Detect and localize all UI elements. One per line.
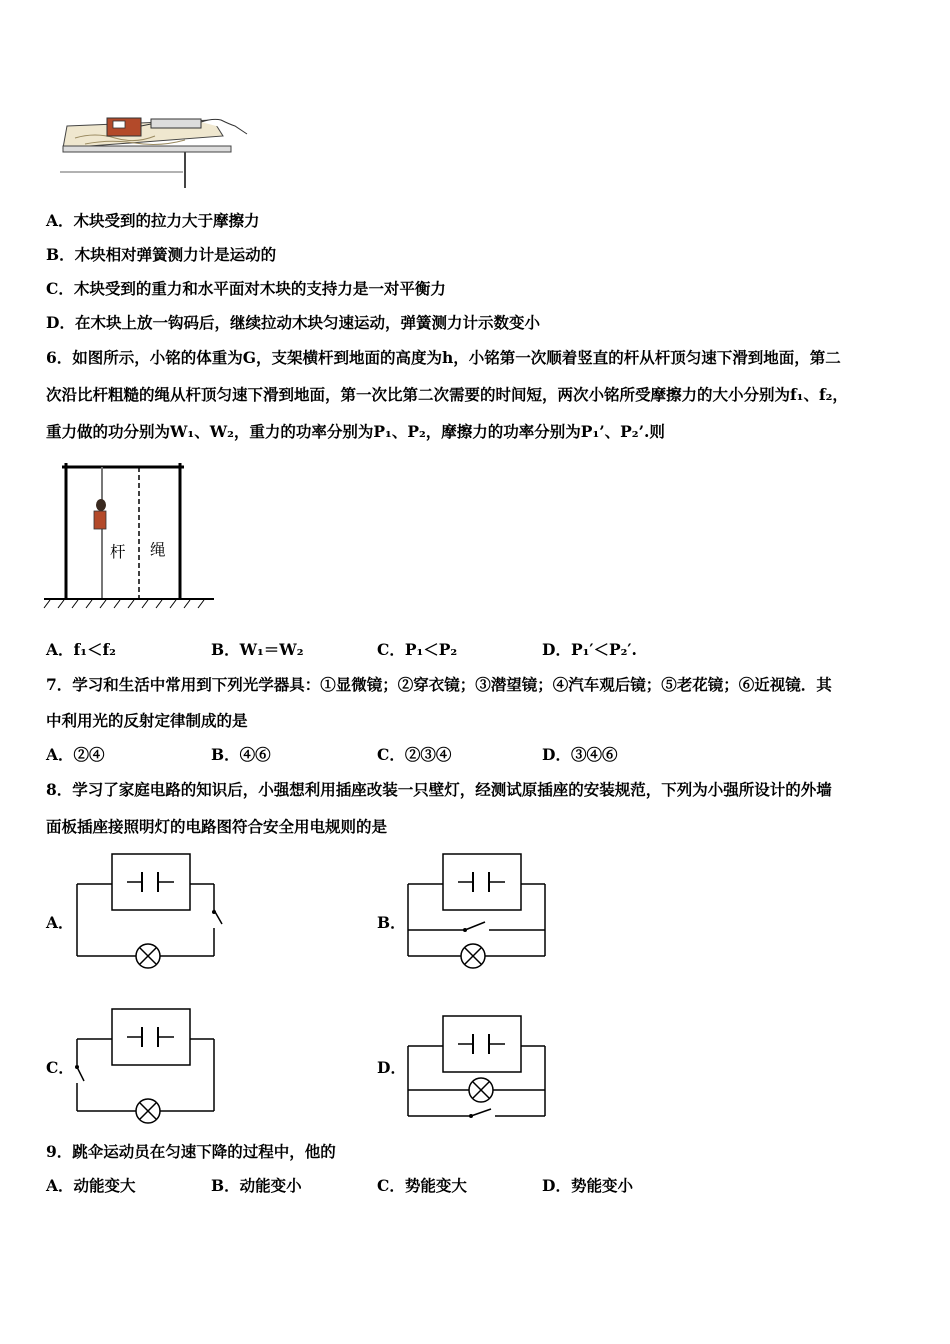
pole-label: 杆 [110, 543, 126, 561]
q8-option-d-label: D． [377, 1058, 406, 1077]
q7-option-d: D．③④⑥ [542, 745, 618, 764]
q7-option-c: C．②③④ [377, 745, 452, 764]
block-spring-scale-figure [55, 108, 255, 188]
q6-option-b: B．W₁＝W₂ [211, 640, 304, 659]
q6-option-a: A．f₁＜f₂ [46, 640, 116, 659]
q6-stem-line-1: 6．如图所示，小铭的体重为G，支架横杆到地面的高度为h，小铭第一次顺着竖直的杆从杆顶匀速下滑到地面，第二 [46, 348, 841, 367]
pole-rope-figure [44, 455, 219, 610]
circuit-b [403, 850, 553, 970]
q8-option-c-label: C． [46, 1058, 74, 1077]
q5-option-c: C．木块受到的重力和水平面对木块的支持力是一对平衡力 [46, 279, 446, 298]
q7-option-a: A．②④ [46, 745, 105, 764]
q6-option-c: C．P₁＜P₂ [377, 640, 458, 659]
circuit-a [72, 850, 232, 970]
q9-option-a: A．动能变大 [46, 1176, 136, 1195]
q5-option-b: B．木块相对弹簧测力计是运动的 [46, 245, 277, 264]
q7-stem-line-1: 7．学习和生活中常用到下列光学器具：①显微镜；②穿衣镜；③潜望镜；④汽车观后镜；⑤老花镜；⑥近视镜．其 [46, 675, 832, 694]
q8-stem-line-2: 面板插座接照明灯的电路图符合安全用电规则的是 [46, 817, 388, 836]
q8-option-b-label: B． [377, 913, 406, 932]
circuit-c [72, 1005, 222, 1125]
q6-option-d: D．P₁′＜P₂′. [542, 640, 637, 659]
q9-option-d: D．势能变小 [542, 1176, 633, 1195]
q6-stem-line-2: 次沿比杆粗糙的绳从杆顶匀速下滑到地面，第一次比第二次需要的时间短，两次小铭所受摩擦力的大小分别为f₁、f₂， [46, 385, 848, 404]
q6-stem-line-3: 重力做的功分别为W₁、W₂，重力的功率分别为P₁、P₂，摩擦力的功率分别为P₁’、P₂’.则 [46, 422, 665, 441]
q7-stem-line-2: 中利用光的反射定律制成的是 [46, 711, 248, 730]
q9-stem: 9．跳伞运动员在匀速下降的过程中，他的 [46, 1142, 336, 1161]
q8-option-a-label: A． [46, 913, 74, 932]
q5-option-d: D．在木块上放一钩码后，继续拉动木块匀速运动，弹簧测力计示数变小 [46, 313, 540, 332]
q9-option-b: B．动能变小 [211, 1176, 302, 1195]
q8-stem-line-1: 8．学习了家庭电路的知识后，小强想利用插座改装一只壁灯，经测试原插座的安装规范，下列为小强所设计的外墙 [46, 780, 832, 799]
rope-label: 绳 [150, 541, 166, 559]
q5-option-a: A．木块受到的拉力大于摩擦力 [46, 211, 260, 230]
circuit-d [403, 1012, 553, 1122]
q7-option-b: B．④⑥ [211, 745, 271, 764]
q9-option-c: C．势能变大 [377, 1176, 467, 1195]
